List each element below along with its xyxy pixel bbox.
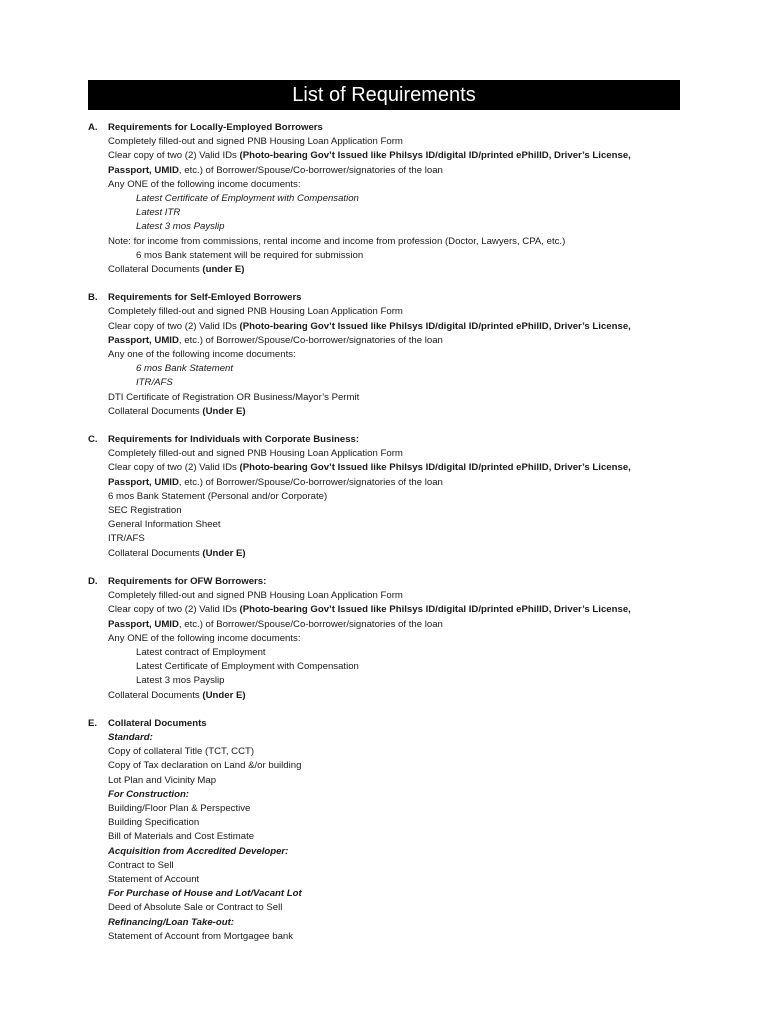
valid-ids-rest: , etc.) of Borrower/Spouse/Co-borrower/signatories of the loan: [178, 164, 443, 176]
requirement-item: General Information Sheet: [108, 519, 221, 531]
subgroup-label-acquisition: Acquisition from Accredited Developer:: [108, 845, 289, 857]
section-b-heading: [88, 291, 688, 305]
valid-ids-item-cont: [88, 164, 688, 178]
income-note: Note: for income from commissions, rental income and income from profession (Doctor, Lawyers, CPA, etc.): [108, 235, 566, 247]
income-intro: Any ONE of the following income documents:: [108, 632, 301, 644]
collateral-doc-item: Statement of Account: [108, 873, 200, 885]
section-title: Collateral Documents: [108, 717, 207, 729]
section-e-heading: [88, 717, 688, 731]
requirement-item: 6 mos Bank Statement (Personal and/or Corporate): [108, 490, 328, 502]
valid-ids-detail: (Photo-bearing Gov’t Issued like Philsys ID/digital ID/printed ePhilID, Driver’s License,: [239, 604, 631, 616]
valid-ids-item-cont: [88, 618, 688, 632]
section-title: Requirements for Individuals with Corporate Business:: [108, 434, 360, 446]
valid-ids-item: [88, 320, 688, 334]
valid-ids-rest: , etc.) of Borrower/Spouse/Co-borrower/signatories of the loan: [178, 334, 443, 346]
collateral-ref-link: (Under E): [202, 547, 246, 559]
section-title: Requirements for Locally-Employed Borrowers: [108, 122, 323, 133]
income-doc-item: Latest ITR: [136, 207, 181, 219]
valid-ids-text: Clear copy of two (2) Valid IDs: [108, 462, 240, 474]
subgroup-label-refinancing: Refinancing/Loan Take-out:: [108, 916, 234, 928]
application-form-item: Completely filled-out and signed PNB Housing Loan Application Form: [108, 590, 403, 602]
valid-ids-item-cont: [88, 334, 688, 348]
valid-ids-detail-cont: Passport, UMID: [108, 618, 179, 630]
valid-ids-detail: (Photo-bearing Gov’t Issued like Philsys ID/digital ID/printed ePhilID, Driver’s License,: [239, 320, 631, 332]
collateral-doc-item: Copy of Tax declaration on Land &/or building: [108, 760, 302, 772]
valid-ids-item: [88, 603, 688, 617]
collateral-ref-link: (Under E): [202, 689, 246, 701]
requirement-item: ITR/AFS: [108, 533, 145, 545]
valid-ids-rest: , etc.) of Borrower/Spouse/Co-borrower/signatories of the loan: [178, 476, 443, 488]
collateral-ref-text: Collateral Documents: [108, 689, 203, 701]
collateral-doc-item: Bill of Materials and Cost Estimate: [108, 831, 255, 843]
section-c-heading: [88, 433, 688, 447]
section-letter: D.: [88, 575, 98, 587]
collateral-doc-item: Deed of Absolute Sale or Contract to Sell: [108, 902, 283, 914]
section-d: [88, 575, 688, 703]
collateral-ref-item: [88, 263, 688, 277]
valid-ids-detail: (Photo-bearing Gov’t Issued like Philsys ID/digital ID/printed ePhilID, Driver’s License,: [239, 150, 631, 162]
valid-ids-detail-cont: Passport, UMID: [108, 334, 179, 346]
section-e: [88, 717, 688, 944]
income-doc-item: ITR/AFS: [136, 377, 173, 389]
valid-ids-item: [88, 461, 688, 475]
subgroup-label-standard: Standard:: [108, 731, 153, 743]
section-a-heading: [88, 121, 688, 135]
collateral-doc-item: Lot Plan and Vicinity Map: [108, 774, 217, 786]
collateral-ref-text: Collateral Documents: [108, 264, 203, 276]
requirements-list: [88, 121, 688, 958]
income-doc-item: 6 mos Bank Statement: [136, 363, 234, 375]
collateral-ref-link: (Under E): [202, 405, 246, 417]
valid-ids-text: Clear copy of two (2) Valid IDs: [108, 604, 240, 616]
income-doc-item: Latest 3 mos Payslip: [136, 221, 225, 233]
valid-ids-text: Clear copy of two (2) Valid IDs: [108, 150, 240, 162]
collateral-ref-link: (under E): [202, 264, 245, 276]
application-form-item: Completely filled-out and signed PNB Housing Loan Application Form: [108, 448, 403, 460]
application-form-item: Completely filled-out and signed PNB Housing Loan Application Form: [108, 306, 403, 318]
section-letter: C.: [88, 434, 98, 446]
application-form-item: Completely filled-out and signed PNB Housing Loan Application Form: [108, 136, 403, 148]
valid-ids-text: Clear copy of two (2) Valid IDs: [108, 320, 240, 332]
collateral-doc-item: Contract to Sell: [108, 859, 174, 871]
section-letter: A.: [88, 122, 98, 133]
section-title: Requirements for OFW Borrowers:: [108, 575, 267, 587]
collateral-ref-item: [88, 689, 688, 703]
income-doc-item: Latest contract of Employment: [136, 646, 266, 658]
section-d-heading: [88, 575, 688, 589]
income-doc-item: Latest Certificate of Employment with Compensation: [136, 193, 359, 205]
subgroup-label-purchase: For Purchase of House and Lot/Vacant Lot: [108, 888, 302, 900]
collateral-doc-item: Building Specification: [108, 817, 200, 829]
requirement-item: SEC Registration: [108, 505, 182, 517]
valid-ids-detail-cont: Passport, UMID: [108, 476, 179, 488]
income-intro: Any one of the following income documents:: [108, 349, 296, 361]
subgroup-label-construction: For Construction:: [108, 788, 190, 800]
collateral-doc-item: Copy of collateral Title (TCT, CCT): [108, 746, 255, 758]
collateral-ref-item: [88, 405, 688, 419]
section-a: [88, 121, 688, 277]
income-note-cont: 6 mos Bank statement will be required for submission: [136, 249, 364, 261]
collateral-ref-item: [88, 547, 688, 561]
valid-ids-detail-cont: Passport, UMID: [108, 164, 179, 176]
page-title: List of Requirements: [88, 80, 680, 110]
collateral-ref-text: Collateral Documents: [108, 405, 203, 417]
section-letter: E.: [88, 717, 98, 729]
valid-ids-item-cont: [88, 476, 688, 490]
collateral-doc-item: Building/Floor Plan & Perspective: [108, 802, 251, 814]
section-title: Requirements for Self-Emloyed Borrowers: [108, 292, 302, 304]
valid-ids-item: [88, 149, 688, 163]
collateral-doc-item: Statement of Account from Mortgagee bank: [108, 930, 294, 942]
income-doc-item: Latest Certificate of Employment with Compensation: [136, 661, 359, 673]
section-letter: B.: [88, 292, 98, 304]
valid-ids-detail: (Photo-bearing Gov’t Issued like Philsys ID/digital ID/printed ePhilID, Driver’s License,: [239, 462, 631, 474]
valid-ids-rest: , etc.) of Borrower/Spouse/Co-borrower/signatories of the loan: [178, 618, 443, 630]
income-intro: Any ONE of the following income documents:: [108, 178, 301, 190]
collateral-ref-text: Collateral Documents: [108, 547, 203, 559]
dti-item: DTI Certificate of Registration OR Business/Mayor’s Permit: [108, 391, 360, 403]
section-c: [88, 433, 688, 561]
section-b: [88, 291, 688, 419]
income-doc-item: Latest 3 mos Payslip: [136, 675, 225, 687]
